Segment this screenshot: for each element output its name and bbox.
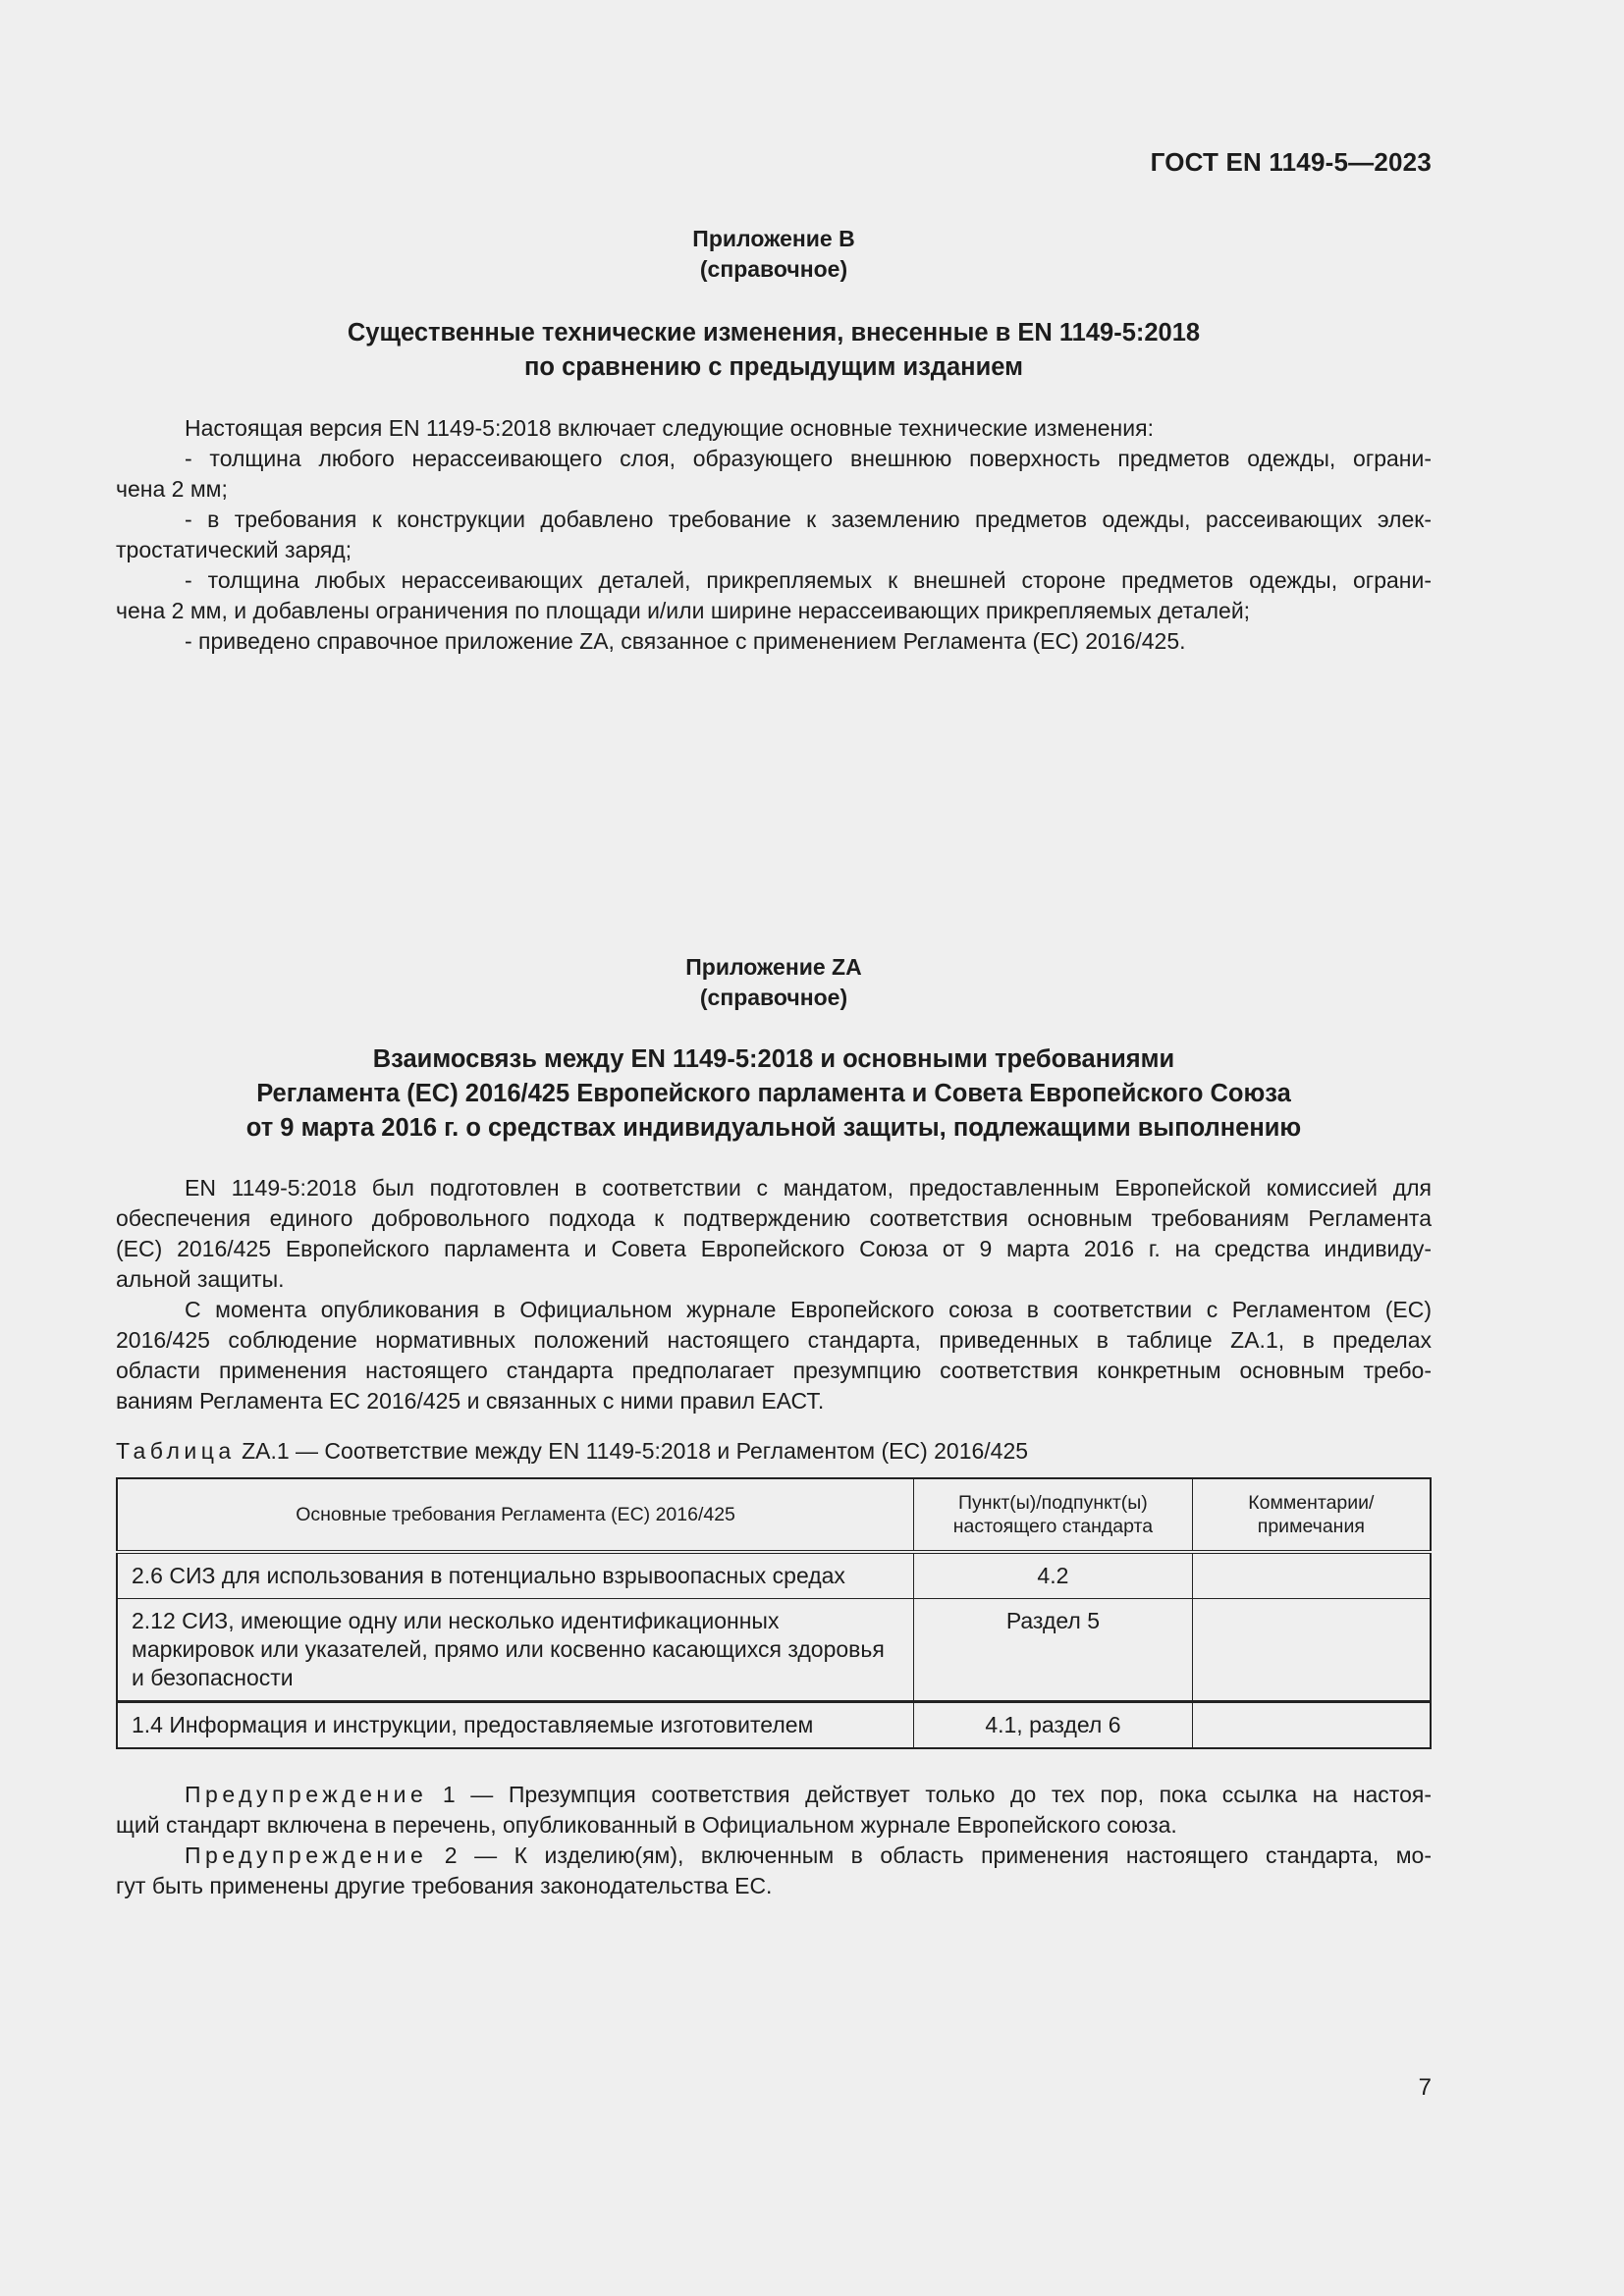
list-item-line: тростатический заряд;	[116, 537, 352, 562]
table-row	[117, 1552, 1431, 1599]
table-caption-text: ZA.1 — Соответствие между EN 1149-5:2018 и Регламентом (ЕС) 2016/425	[242, 1438, 1029, 1464]
table-caption	[116, 1436, 1432, 1467]
annex-za-title-line: Взаимосвязь между EN 1149-5:2018 и основными требованиями	[372, 1045, 1175, 1073]
paragraph-line: ваниям Регламента ЕС 2016/425 и связанных с ними правил ЕАСТ.	[116, 1388, 825, 1414]
warning-line: гут быть применены другие требования законодательства ЕС.	[116, 1873, 773, 1898]
paragraph-line: (ЕС) 2016/425 Европейского парламента и Совета Европейского Союза от 9 марта 2016 г. на средства индивиду-	[116, 1236, 1432, 1261]
paragraph-line: обеспечения единого добровольного подхода к подтверждению соответствия основным требованиям Регламента	[116, 1205, 1432, 1231]
annex-b-intro: Настоящая версия EN 1149-5:2018 включает следующие основные технические изменения:	[185, 415, 1154, 441]
warning-text: 2 — К изделию(ям), включенным в область применения настоящего стандарта, мо-	[444, 1842, 1433, 1868]
paragraph-line: С момента опубликования в Официальном журнале Европейского союза в соответствии с Регламентом (ЕС)	[185, 1297, 1432, 1322]
list-item-line: чена 2 мм;	[116, 476, 228, 502]
table-cell-comment	[1192, 1702, 1431, 1749]
warnings	[116, 1780, 1432, 1901]
warning-prefix: Предупреждение	[185, 1842, 428, 1868]
column-header: Комментарии/ примечания	[1192, 1478, 1431, 1552]
table-cell-requirement: 2.6 СИЗ для использования в потенциально взрывоопасных средах	[117, 1552, 914, 1599]
paragraph-line: EN 1149-5:2018 был подготовлен в соответствии с мандатом, предоставленным Европейской комиссией для	[185, 1175, 1432, 1201]
annex-za-title-line: от 9 марта 2016 г. о средствах индивидуальной защиты, подлежащими выполнению	[245, 1114, 1302, 1142]
list-item-line: - приведено справочное приложение ZA, связанное с применением Регламента (ЕС) 2016/425.	[185, 628, 1186, 654]
warning-line	[116, 1780, 1432, 1810]
table-caption-prefix: Таблица	[116, 1438, 236, 1464]
table-row	[117, 1599, 1431, 1702]
paragraph-line: альной защиты.	[116, 1266, 285, 1292]
table-cell-comment	[1192, 1552, 1431, 1599]
list-item-line: - толщина любых нерассеивающих деталей, прикрепляемых к внешней стороне предметов одежды, ограни-	[185, 567, 1432, 593]
table-row	[117, 1702, 1431, 1749]
table-cell-clause: 4.2	[914, 1552, 1193, 1599]
warning-line: щий стандарт включена в перечень, опубликованный в Официальном журнале Европейского союза.	[116, 1812, 1177, 1838]
paragraph-line: области применения настоящего стандарта предполагает презумпцию соответствия конкретным основным требо-	[116, 1358, 1432, 1383]
requirements-table	[116, 1477, 1432, 1749]
table-header-row	[117, 1478, 1431, 1552]
table-cell-comment	[1192, 1599, 1431, 1702]
table-cell-clause: Раздел 5	[914, 1599, 1193, 1702]
annex-b-title-line: Существенные технические изменения, внесенные в EN 1149-5:2018	[347, 319, 1201, 347]
annex-b-heading: Приложение В	[692, 226, 855, 251]
annex-b-header	[116, 224, 1432, 285]
table-cell-clause: 4.1, раздел 6	[914, 1702, 1193, 1749]
annex-za-title-line: Регламента (ЕС) 2016/425 Европейского парламента и Совета Европейского Союза	[256, 1080, 1291, 1107]
list-item-line: чена 2 мм, и добавлены ограничения по площади и/или ширине нерассеивающих прикрепляемых деталей;	[116, 598, 1251, 623]
annex-b-status: (справочное)	[699, 256, 848, 282]
document-number: ГОСТ EN 1149-5—2023	[1150, 147, 1432, 177]
warning-text: 1 — Презумпция соответствия действует только до тех пор, пока ссылка на настоя-	[442, 1782, 1432, 1807]
annex-b-body	[116, 413, 1432, 657]
page-number: 7	[1418, 2074, 1432, 2101]
annex-za-heading: Приложение ZA	[685, 954, 862, 980]
annex-za-status: (справочное)	[699, 985, 848, 1010]
warning-prefix: Предупреждение	[185, 1782, 428, 1807]
document-page	[116, 0, 1432, 2296]
warning-line	[116, 1841, 1432, 1871]
list-item-line: - в требования к конструкции добавлено требование к заземлению предметов одежды, рассеивающих элек-	[185, 507, 1432, 532]
list-item-line: - толщина любого нерассеивающего слоя, образующего внешнюю поверхность предметов одежды, ограни-	[185, 446, 1432, 471]
annex-za-title	[116, 1042, 1432, 1146]
paragraph-line: 2016/425 соблюдение нормативных положений настоящего стандарта, приведенных в таблице ZA.1, в пределах	[116, 1327, 1432, 1353]
annex-za-header	[116, 952, 1432, 1013]
column-header: Пункт(ы)/подпункт(ы) настоящего стандарта	[914, 1478, 1193, 1552]
annex-b-title-line: по сравнению с предыдущим изданием	[524, 353, 1023, 381]
table-cell-requirement: 1.4 Информация и инструкции, предоставляемые изготовителем	[117, 1702, 914, 1749]
table-cell-requirement: 2.12 СИЗ, имеющие одну или несколько идентификационных маркировок или указателей, прямо или косвенно касающихся здоровья и безопасности	[117, 1599, 914, 1702]
annex-b-title	[116, 316, 1432, 385]
annex-za-body	[116, 1173, 1432, 1416]
column-header: Основные требования Регламента (ЕС) 2016/425	[117, 1478, 914, 1552]
